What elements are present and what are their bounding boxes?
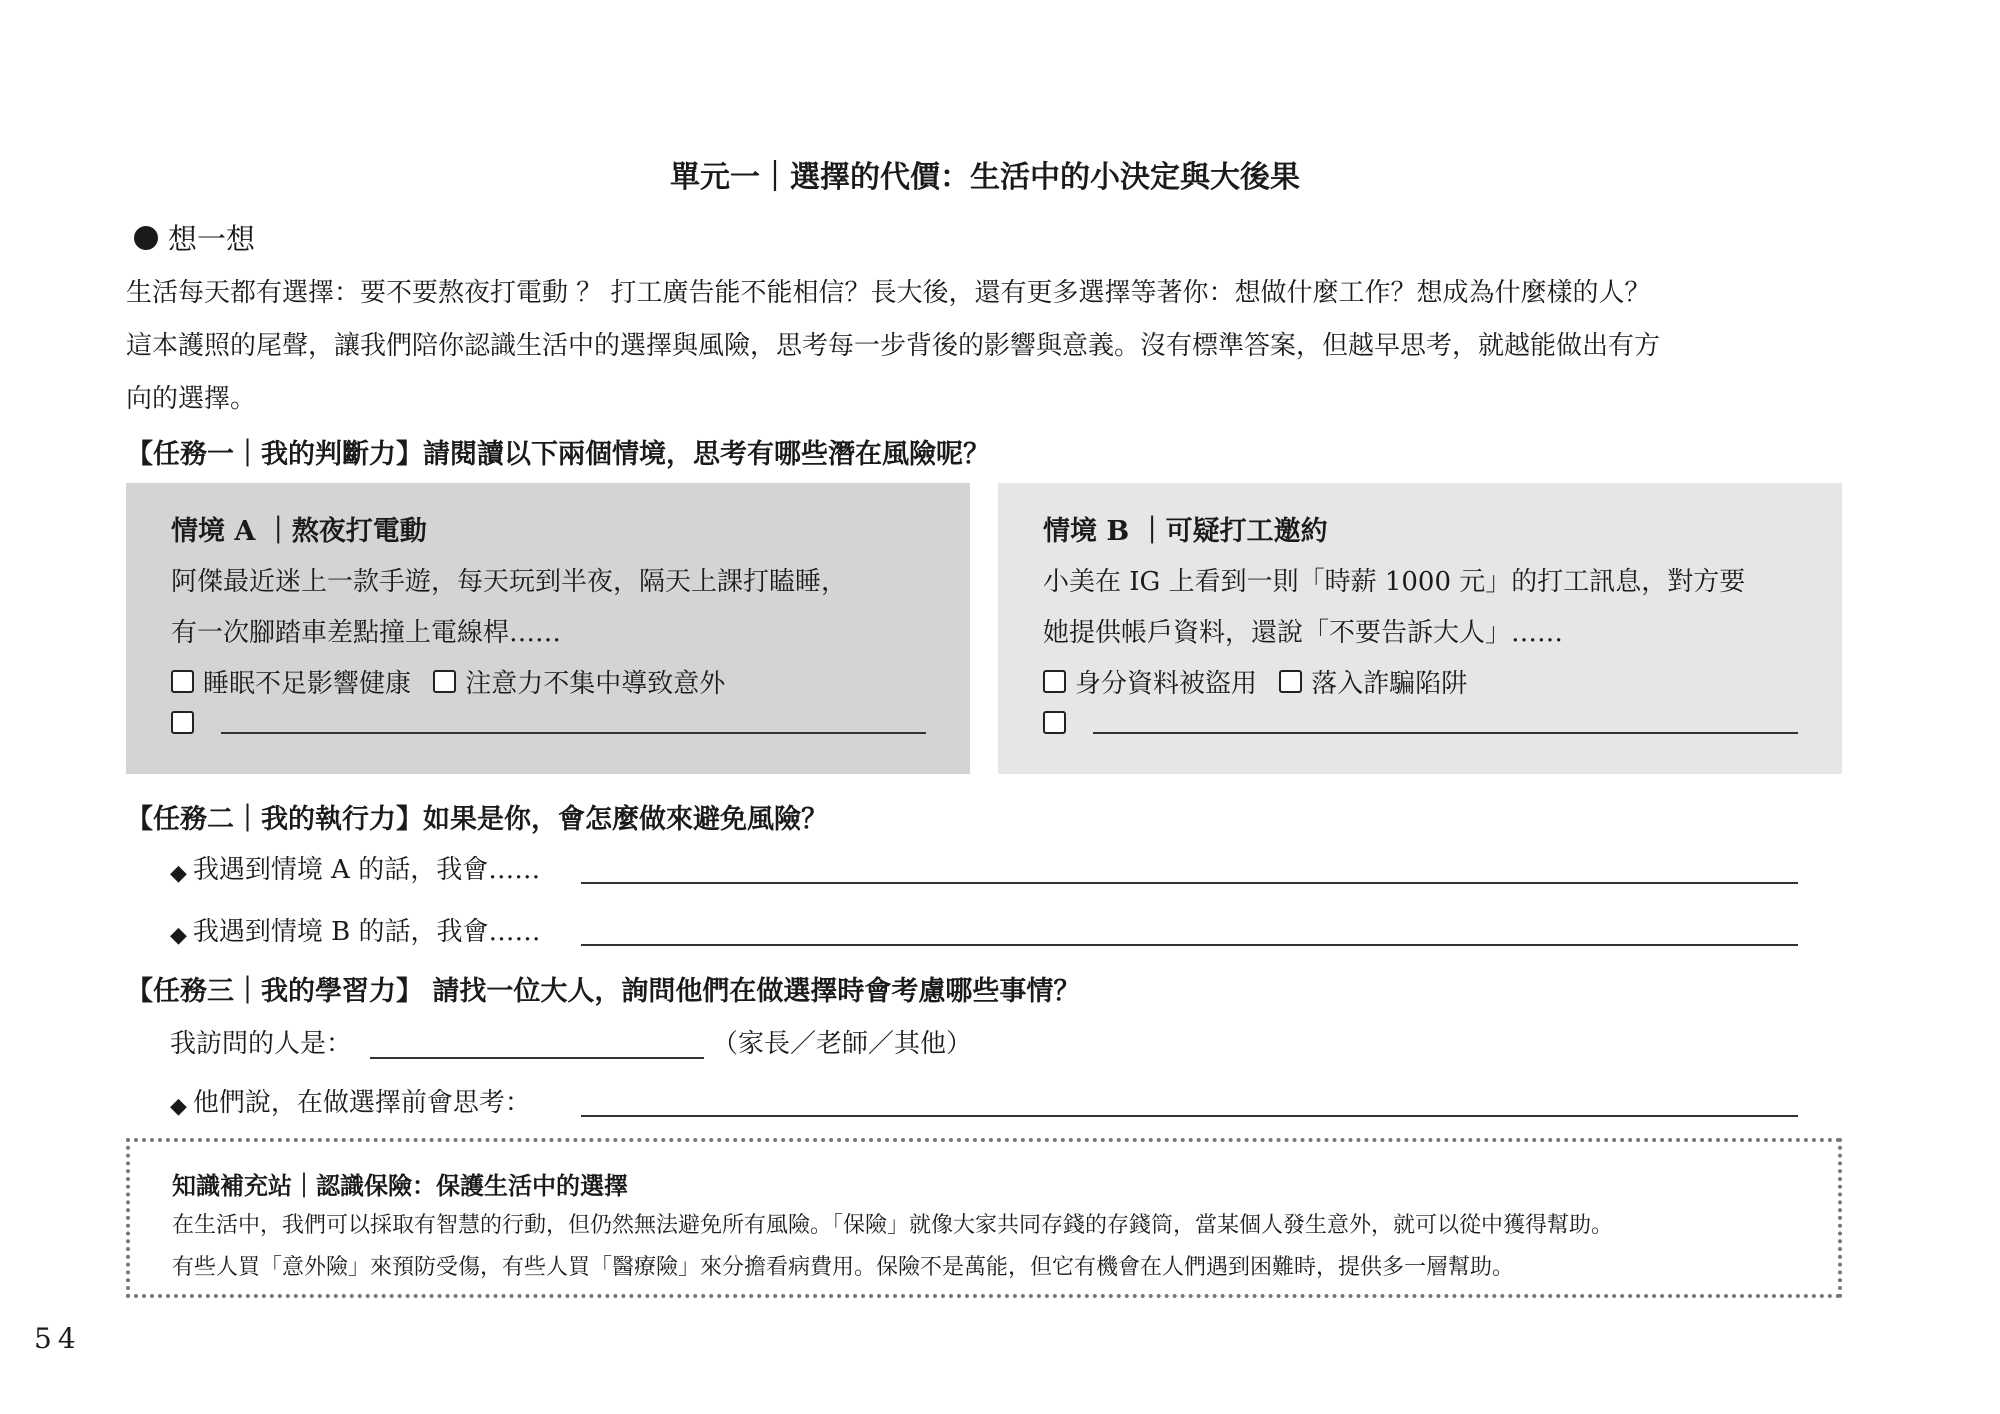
task2-item-a-label: 我遇到情境 A 的話，我會…… bbox=[192, 855, 541, 885]
task2-answer-b-line[interactable] bbox=[581, 944, 1798, 946]
fill-in-line[interactable] bbox=[221, 712, 926, 734]
think-heading-text: 想一想 bbox=[168, 222, 256, 256]
checkbox[interactable] bbox=[433, 670, 456, 693]
option-label: 落入詐騙陷阱 bbox=[1311, 669, 1468, 699]
task2-heading: 【任務二｜我的執行力】如果是你，會怎麼做來避免風險？ bbox=[126, 804, 828, 835]
interviewee-label: 我訪問的人是： bbox=[170, 1029, 353, 1059]
scenario-a-box bbox=[126, 483, 970, 774]
intro-line-3: 向的選擇。 bbox=[126, 384, 257, 414]
task2-answer-a-line[interactable] bbox=[581, 882, 1798, 884]
checkbox[interactable] bbox=[1043, 670, 1066, 693]
task2-item-b-label: 我遇到情境 B 的話，我會…… bbox=[192, 917, 541, 947]
scenario-b-other-option[interactable] bbox=[1043, 711, 1798, 734]
scenario-b-option-2[interactable] bbox=[1279, 663, 1467, 700]
intro-line-1: 生活每天都有選擇：要不要熬夜打電動 ？ 打工廣告能不能相信？長大後，還有更多選擇等著你：想做什麼工作？想成為什麼樣的人？ bbox=[126, 278, 1651, 308]
task2-item-b bbox=[170, 911, 541, 948]
bullet-dot-icon bbox=[134, 226, 158, 250]
scenario-b-line-2: 她提供帳戶資料，還說「不要告訴大人」…… bbox=[1043, 618, 1564, 648]
knowledge-title: 知識補充站｜認識保險：保護生活中的選擇 bbox=[172, 1171, 628, 1200]
think-heading bbox=[134, 217, 255, 258]
task3-heading: 【任務三｜我的學習力】 請找一位大人，詢問他們在做選擇時會考慮哪些事情？ bbox=[126, 976, 1081, 1007]
interviewee-name-line[interactable] bbox=[370, 1057, 704, 1059]
page-number: 54 bbox=[34, 1322, 82, 1355]
scenario-a-option-1[interactable] bbox=[171, 663, 411, 700]
option-label: 注意力不集中導致意外 bbox=[465, 669, 726, 699]
knowledge-line-1: 在生活中，我們可以採取有智慧的行動，但仍然無法避免所有風險。「保險」就像大家共同存錢的存錢筒，當某個人發生意外，就可以從中獲得幫助。 bbox=[172, 1213, 1614, 1238]
checkbox[interactable] bbox=[171, 670, 194, 693]
task2-item-a bbox=[170, 849, 540, 886]
scenario-a-option-2[interactable] bbox=[433, 663, 725, 700]
diamond-bullet-icon: ◆ bbox=[170, 861, 187, 886]
page-title: 單元一｜選擇的代價：生活中的小決定與大後果 bbox=[670, 160, 1300, 195]
task3-they-said bbox=[170, 1082, 531, 1119]
diamond-bullet-icon: ◆ bbox=[170, 1094, 187, 1119]
scenario-a-title: 情境 A ｜熬夜打電動 bbox=[171, 516, 427, 547]
diamond-bullet-icon: ◆ bbox=[170, 923, 187, 948]
checkbox[interactable] bbox=[1043, 711, 1066, 734]
scenario-a-line-2: 有一次腳踏車差點撞上電線桿…… bbox=[171, 618, 562, 648]
option-label: 睡眠不足影響健康 bbox=[203, 669, 412, 699]
knowledge-box bbox=[126, 1138, 1842, 1298]
scenario-b-line-1: 小美在 IG 上看到一則「時薪 1000 元」的打工訊息，對方要 bbox=[1043, 567, 1746, 597]
task3-they-said-label: 他們說，在做選擇前會思考： bbox=[192, 1088, 531, 1118]
scenario-b-box bbox=[998, 483, 1842, 774]
checkbox[interactable] bbox=[1279, 670, 1302, 693]
knowledge-line-2: 有些人買「意外險」來預防受傷，有些人買「醫療險」來分擔看病費用。保險不是萬能，但它有機會在人們遇到困難時，提供多一層幫助。 bbox=[172, 1255, 1515, 1280]
checkbox[interactable] bbox=[171, 711, 194, 734]
scenario-a-line-1: 阿傑最近迷上一款手遊，每天玩到半夜，隔天上課打瞌睡， bbox=[171, 567, 848, 597]
scenario-b-title: 情境 B ｜可疑打工邀約 bbox=[1043, 516, 1328, 547]
task1-heading: 【任務一｜我的判斷力】請閱讀以下兩個情境，思考有哪些潛在風險呢？ bbox=[126, 439, 990, 470]
scenario-a-other-option[interactable] bbox=[171, 711, 926, 734]
scenario-a-options bbox=[171, 663, 739, 700]
fill-in-line[interactable] bbox=[1093, 712, 1798, 734]
scenario-b-option-1[interactable] bbox=[1043, 663, 1257, 700]
scenario-b-options bbox=[1043, 663, 1481, 700]
task3-answer-line[interactable] bbox=[581, 1115, 1798, 1117]
intro-line-2: 這本護照的尾聲，讓我們陪你認識生活中的選擇與風險，思考每一步背後的影響與意義。沒有標準答案，但越早思考，就越能做出有方 bbox=[126, 331, 1661, 361]
interviewee-options: （家長／老師／其他） bbox=[712, 1029, 973, 1059]
option-label: 身分資料被盜用 bbox=[1075, 669, 1258, 699]
